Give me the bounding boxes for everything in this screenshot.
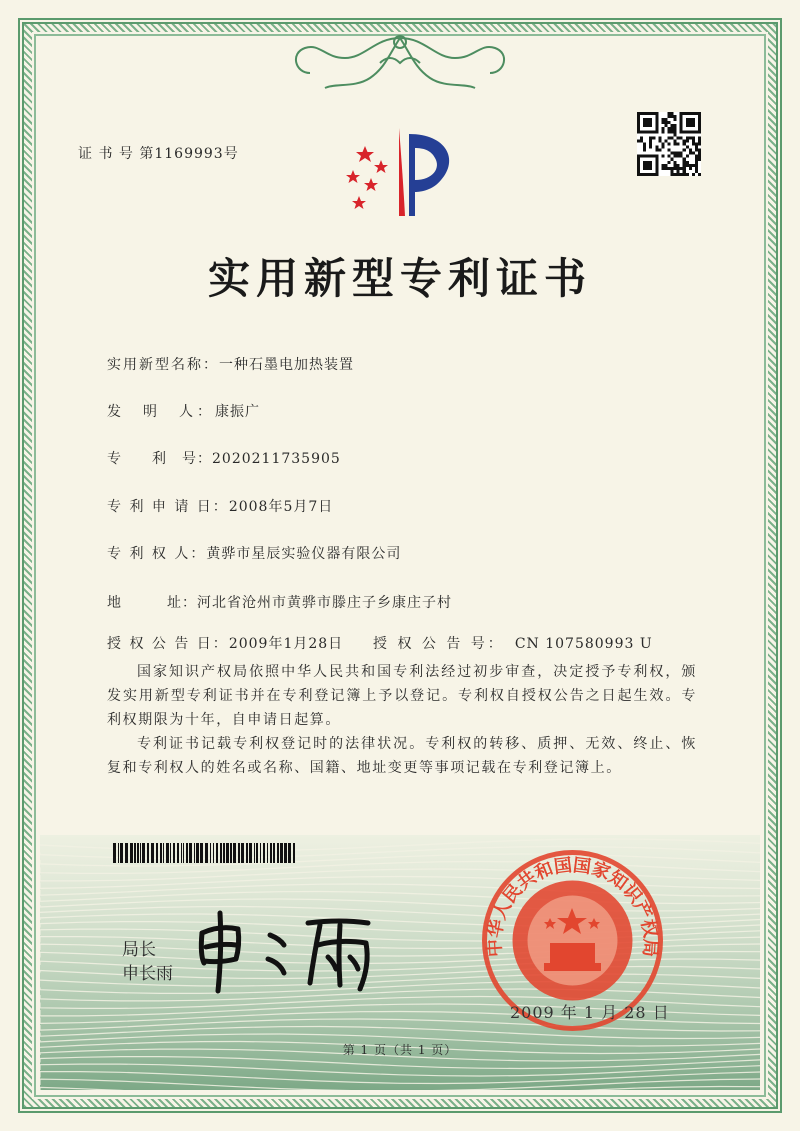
field-value: 康振广 [215, 404, 260, 420]
field-utility-model-name [107, 354, 354, 374]
page-number: 第 1 页（共 1 页） [342, 1043, 458, 1057]
field-label: 授 权 公 告 号： [373, 636, 505, 652]
director-name: 申长雨 [122, 964, 173, 984]
field-inventor [107, 401, 260, 421]
field-value: 2008年5月7日 [228, 499, 334, 515]
field-filing-date [107, 496, 333, 516]
field-value: 河北省沧州市黄骅市滕庄子乡康庄子村 [197, 595, 452, 611]
director-title: 局长 [122, 940, 156, 960]
field-label: 专 利 权 人： [107, 546, 207, 562]
grant-statement-paragraph: 国家知识产权局依照中华人民共和国专利法经过初步审查，决定授予专利权，颁发实用新型专利证书并在专利登记簿上予以登记。专利权自授权公告之日起生效。专利权期限为十年，自申请日起算。 [107, 664, 697, 728]
field-value: 2009年1月28日 [228, 636, 344, 652]
qr-code-icon [637, 112, 701, 176]
signature-icon [190, 905, 390, 995]
field-grant-date [107, 633, 343, 653]
cnipa-logo-icon [337, 118, 467, 228]
field-label: 实用新型名称： [107, 357, 219, 373]
certificate-number-value: 1169993 [154, 146, 224, 162]
field-grant-number [373, 633, 653, 653]
director-block [122, 938, 173, 986]
legal-status-paragraph: 专利证书记载专利权登记时的法律状况。专利权的转移、质押、无效、终止、恢复和专利权人的姓名或名称、国籍、地址变更等事项记载在专利登记簿上。 [107, 736, 697, 776]
field-label: 专 利 申 请 日： [107, 499, 229, 515]
certificate-number [78, 143, 239, 163]
field-patentee [107, 543, 401, 563]
seal-date: 2009 年 1 月 28 日 [510, 1003, 670, 1022]
field-label: 发 明 人： [107, 404, 215, 420]
field-value: CN 107580993 U [514, 636, 653, 652]
seal-text: 中华人民共和国国家知识产权局 [484, 854, 661, 958]
field-label: 地 址： [107, 595, 197, 611]
field-label: 专 利 号： [107, 451, 212, 467]
field-patent-number [107, 448, 341, 468]
field-value: 一种石墨电加热装置 [219, 357, 354, 373]
certificate-title: 实用新型专利证书 [207, 254, 592, 303]
barcode-icon [113, 843, 298, 863]
certificate-number-label: 证 书 号 第 [78, 146, 155, 162]
certificate-number-suffix: 号 [223, 146, 239, 162]
top-ornament-icon [265, 28, 535, 98]
field-value: 2020211735905 [212, 451, 341, 467]
field-value: 黄骅市星辰实验仪器有限公司 [206, 546, 402, 562]
field-address [107, 592, 452, 612]
field-label: 授 权 公 告 日： [107, 636, 229, 652]
